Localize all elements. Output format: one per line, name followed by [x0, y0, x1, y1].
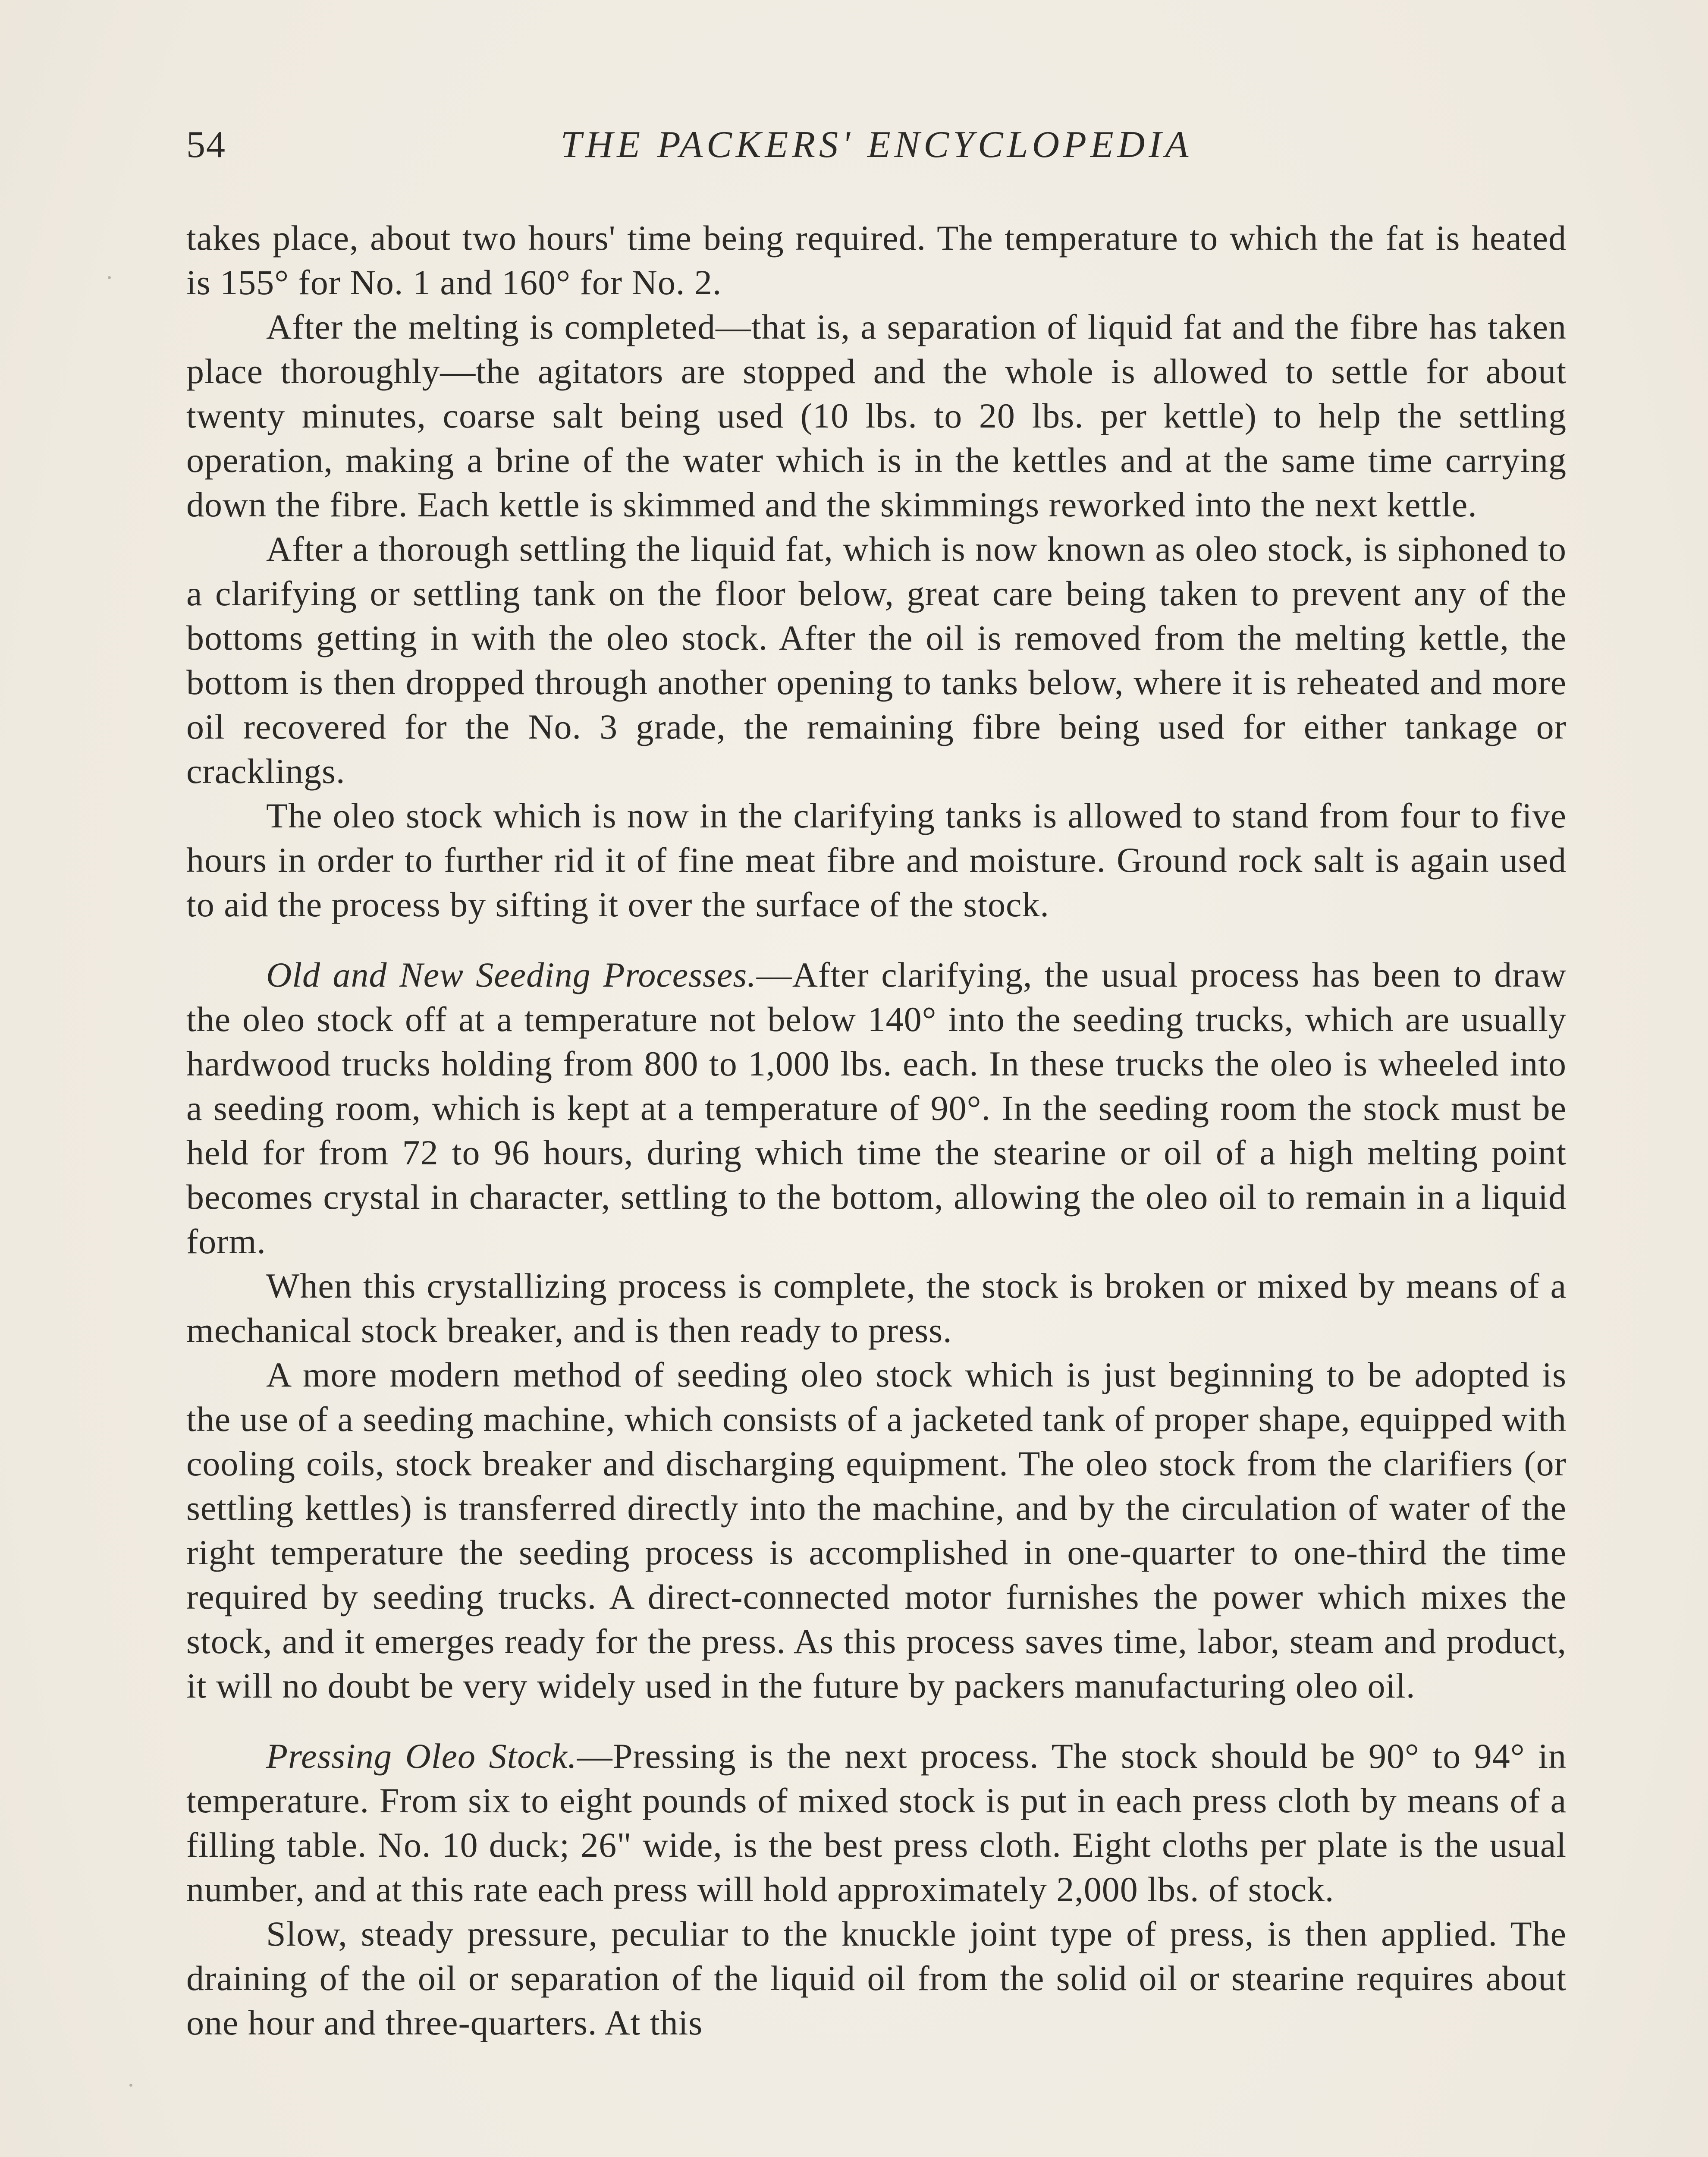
- paragraph-melting: After the melting is completed—that is, a separation of liquid fat and the fibre has taken place thoroughly—the agitators are stopped and the whole is allowed to settle for about twenty minutes, coarse salt being used (10 lbs. to 20 lbs. per kettle) to help the settling operation, making a brine of the water which is in the kettles and at the same time carrying down the fibre. Each kettle is skimmed and the skimmings reworked into the next kettle.: [186, 307, 1567, 524]
- paragraph-clarifying: The oleo stock which is now in the clarifying tanks is allowed to stand from four to five hours in order to further rid it of fine meat fibre and moisture. Ground rock salt is again used to aid the process by sifting it over the surface of the stock.: [186, 796, 1567, 924]
- paragraph-pressure: Slow, steady pressure, peculiar to the knuckle joint type of press, is then applied. The draining of the oil or separation of the liquid oil from the solid oil or stearine requires about one hour and three-quarters. At this: [186, 1914, 1567, 2042]
- paragraph-settling: After a thorough settling the liquid fat, which is now known as oleo stock, is siphoned to a clarifying or settling tank on the floor below, great care being taken to prevent any of the bottoms getting in with the oleo stock. After the oil is removed from the melting kettle, the bottom is then dropped through another opening to tanks below, where it is reheated and more oil recovered for the No. 3 grade, the remaining fibre being used for either tankage or cracklings.: [186, 529, 1567, 791]
- page-header: [186, 123, 1567, 170]
- paragraph-pressing: Pressing Oleo Stock.—Pressing is the next process. The stock should be 90° to 94° in temperature. From six to eight pounds of mixed stock is put in each press cloth by means of a filling table. No. 10 duck; 26" wide, is the best press cloth. Eight cloths per plate is the usual number, and at this rate each press will hold approximately 2,000 lbs. of stock.: [186, 1736, 1567, 1909]
- paragraph-crystallizing: When this crystallizing process is complete, the stock is broken or mixed by means of a mechanical stock breaker, and is then ready to press.: [186, 1266, 1567, 1350]
- paragraph-seeding-processes: Old and New Seeding Processes.—After clarifying, the usual process has been to draw the oleo stock off at a temperature not below 140° into the seeding trucks, which are usually hardwood trucks holding from 800 to 1,000 lbs. each. In these trucks the oleo is wheeled into a seeding room, which is kept at a temperature of 90°. In the seeding room the stock must be held for from 72 to 96 hours, during which time the stearine or oil of a high melting point becomes crystal in character, settling to the bottom, allowing the oleo oil to remain in a liquid form.: [186, 955, 1567, 1261]
- paragraph-seeding-machine: A more modern method of seeding oleo stock which is just beginning to be adopted is the use of a seeding machine, which consists of a jacketed tank of proper shape, equipped with cooling coils, stock breaker and discharging equipment. The oleo stock from the clarifiers (or settling kettles) is transferred directly into the machine, and by the circulation of water of the right temperature the seeding process is accomplished in one-quarter to one-third the time required by seeding trucks. A direct-connected motor furnishes the power which mixes the stock, and it emerges ready for the press. As this process saves time, labor, steam and product, it will no doubt be very widely used in the future by packers manufacturing oleo oil.: [186, 1355, 1567, 1705]
- paragraph-continuation: takes place, about two hours' time being required. The temperature to which the fat is heated is 155° for No. 1 and 160° for No. 2.: [186, 218, 1567, 302]
- paper-speck: [129, 2084, 132, 2087]
- body-text: [186, 216, 1567, 2045]
- section-heading-seeding: Old and New Seeding Processes.: [266, 955, 757, 994]
- section-heading-pressing: Pressing Oleo Stock.: [266, 1736, 577, 1776]
- page-number: 54: [186, 124, 226, 166]
- running-title: THE PACKERS' ENCYCLOPEDIA: [560, 124, 1193, 166]
- paper-speck: [108, 276, 111, 279]
